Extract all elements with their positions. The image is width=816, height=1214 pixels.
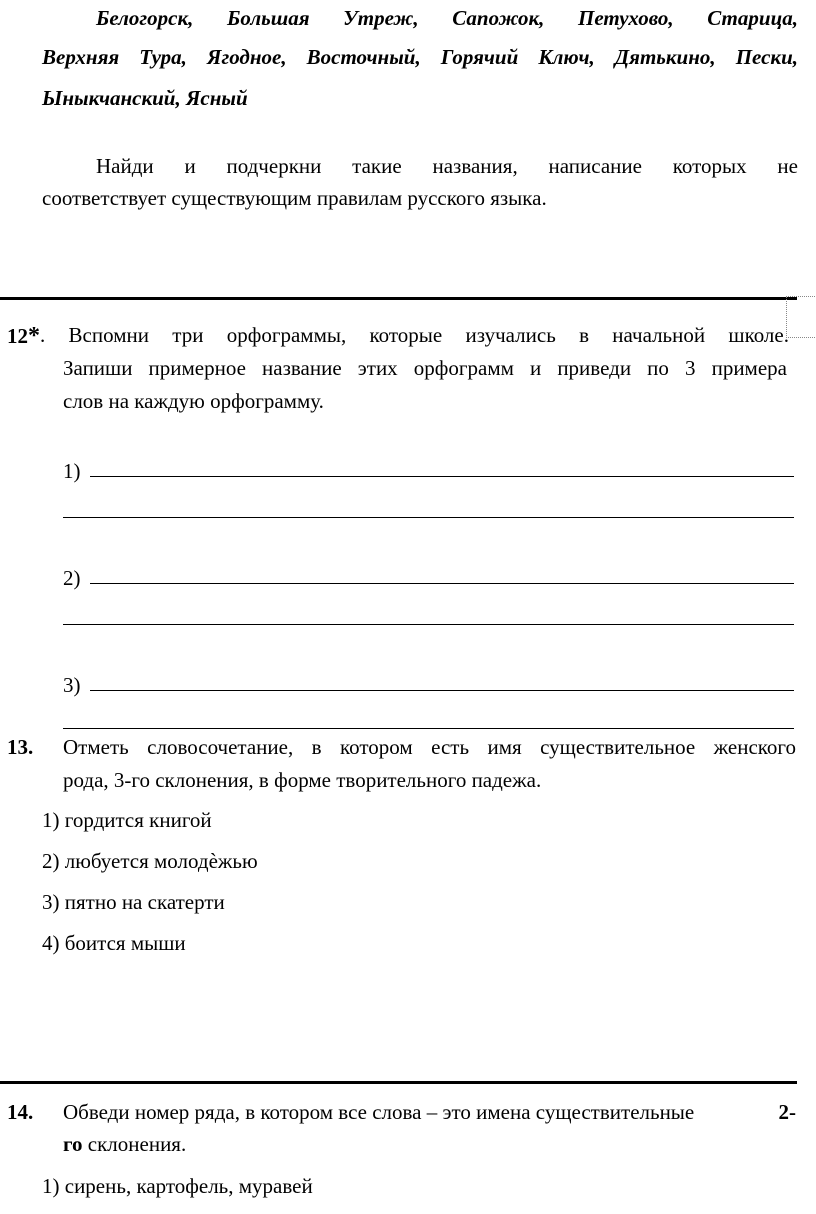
option-number: 1) <box>42 1174 60 1198</box>
task-14-text-1-bold: 2- <box>778 1100 796 1124</box>
task-14-text-1: Обведи номер ряда, в котором все слова – это имена существительные <box>63 1100 695 1124</box>
answer-line-3a[interactable] <box>90 690 794 691</box>
answer-line-2b[interactable] <box>63 624 794 625</box>
place-names-line-3: Ыныкчанский, Ясный <box>42 86 248 110</box>
option-number: 3) <box>42 890 60 914</box>
task-14-line-1 <box>63 1100 796 1125</box>
option-text: гордится книгой <box>64 808 212 832</box>
option-text: любуется молодѐжью <box>64 849 258 873</box>
task-14-line-2 <box>63 1132 186 1157</box>
task-14-text-2: склонения. <box>82 1132 187 1156</box>
task-13-line-1: Отметь словосочетание, в котором есть имя существительное женского <box>63 735 796 759</box>
option-number: 2) <box>42 849 60 873</box>
option-text: сирень, картофель, муравей <box>64 1174 313 1198</box>
option-text: боится мыши <box>64 931 186 955</box>
task-14-option-1[interactable] <box>42 1174 313 1199</box>
task-13-number: 13. <box>7 735 34 759</box>
section-divider-2 <box>0 1081 797 1084</box>
answer-label-1: 1) <box>63 459 81 483</box>
answer-line-3b[interactable] <box>63 728 794 729</box>
answer-line-1a[interactable] <box>90 476 794 477</box>
task-13-option-2[interactable] <box>42 849 258 874</box>
task-13-option-3[interactable] <box>42 890 225 915</box>
task-14-text-2-bold: го <box>63 1132 83 1156</box>
answer-label-3: 3) <box>63 673 81 697</box>
option-number: 4) <box>42 931 60 955</box>
dotted-frame <box>786 296 815 338</box>
instruction-line-2: соответствует существующим правилам русского языка. <box>42 186 547 210</box>
answer-label-2: 2) <box>63 566 81 590</box>
task-13-option-1[interactable] <box>42 808 212 833</box>
place-names-line-2: Верхняя Тура, Ягодное, Восточный, Горячий Ключ, Дятькино, Пески, <box>42 45 798 69</box>
task-12-line-1 <box>7 323 789 350</box>
section-divider <box>0 297 797 300</box>
task-12-line-3: слов на каждую орфограмму. <box>63 389 324 413</box>
task-13-option-4[interactable] <box>42 931 186 956</box>
answer-line-2a[interactable] <box>90 583 794 584</box>
task-12-number: 12 <box>7 324 28 348</box>
option-text: пятно на скатерти <box>64 890 225 914</box>
task-12-star: * <box>28 323 40 349</box>
task-12-text-1: . Вспомни три орфограммы, которые изучались в начальной школе. <box>40 323 789 347</box>
task-12-line-2: Запиши примерное название этих орфограмм и приведи по 3 примера <box>63 356 787 380</box>
place-names-line-1: Белогорск, Большая Утреж, Сапожок, Петухово, Старица, <box>96 6 798 30</box>
answer-line-1b[interactable] <box>63 517 794 518</box>
task-13-line-2: рода, 3-го склонения, в форме творительного падежа. <box>63 768 542 792</box>
instruction-line-1: Найди и подчеркни такие названия, написание которых не <box>96 154 798 178</box>
option-number: 1) <box>42 808 60 832</box>
task-14-number: 14. <box>7 1100 34 1124</box>
